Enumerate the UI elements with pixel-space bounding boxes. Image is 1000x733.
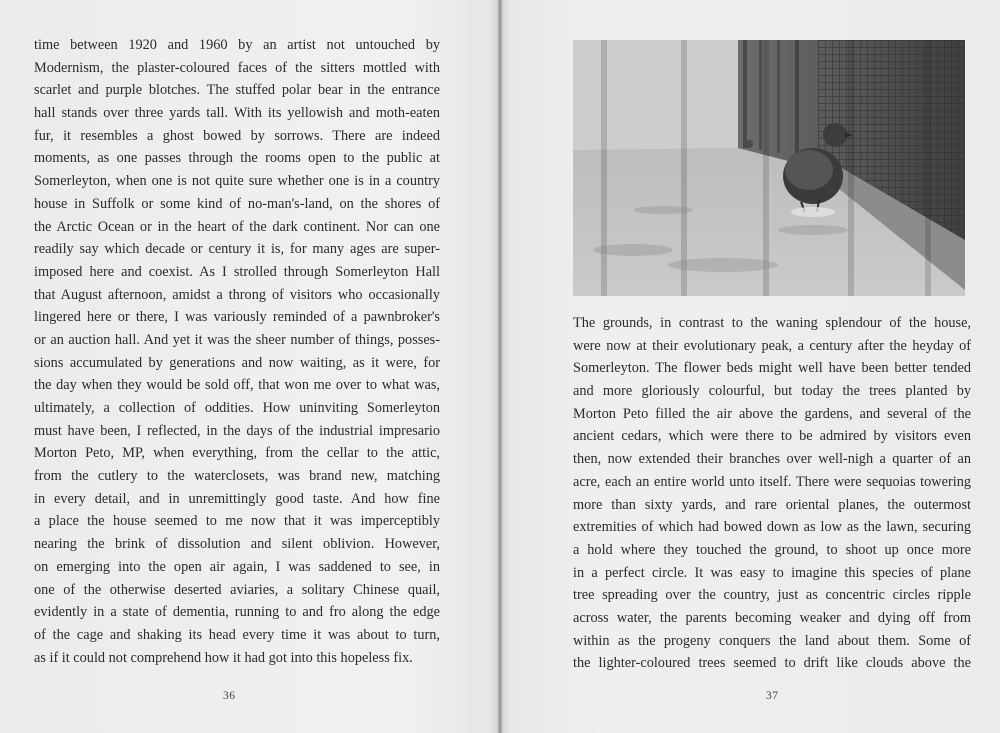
text-line: Morton Peto, MP, when everything, from the cellar to the attic, <box>34 445 440 462</box>
text-line: lingered here or there, I was variously reminded of a pawnbroker's <box>34 309 440 326</box>
text-line: on emerging into the open air again, I was saddened to see, in <box>34 558 440 575</box>
text-line: a place the house seemed to me now that it was imperceptibly <box>34 513 440 530</box>
text-line: one of the otherwise deserted aviaries, a solitary Chinese quail, <box>34 581 440 598</box>
text-line: the Arctic Ocean or in the heart of the dark continent. Nor can one <box>34 218 440 235</box>
text-line: evidently in a state of dementia, running to and fro along the edge <box>34 604 440 621</box>
text-line: readily say which decade or century it is, for many ages are super- <box>34 241 440 258</box>
text-line: ancient cedars, which were there to be admired by visitors even <box>573 428 971 445</box>
text-line: acre, each an entire world unto itself. There were sequoias towering <box>573 473 971 490</box>
text-line: the day when they would be sold off, that won me over to what was, <box>34 377 440 394</box>
text-line: in a perfect circle. It was easy to imagine this species of plane <box>573 564 971 581</box>
photo-illustration <box>573 40 965 296</box>
text-line: within as the progeny conquers the land about them. Some of <box>573 632 971 649</box>
text-line: that August afternoon, amidst a throng of visitors who occasionally <box>34 286 440 303</box>
text-line: were now at their evolutionary peak, a century after the heyday of <box>573 337 971 354</box>
text-line: Somerleyton. The flower beds might well have been better tended <box>573 360 971 377</box>
text-line: or an auction hall. And yet it was the sheer number of things, posses- <box>34 331 440 348</box>
text-line: the lighter-coloured trees seemed to drift like clouds above the <box>573 655 971 672</box>
text-line: hall stands over three yards tall. With its yellowish and moth-eaten <box>34 105 440 122</box>
text-line: tree spreading over the country, just as concentric circles ripple <box>573 587 971 604</box>
text-line: fur, it resembles a ghost bowed by sorrows. There are indeed <box>34 127 440 144</box>
text-line: scarlet and purple blotches. The stuffed polar bear in the entrance <box>34 82 440 99</box>
text-line: moments, as one passes through the rooms open to the public at <box>34 150 440 167</box>
page-number-right: 37 <box>766 690 779 702</box>
quail-in-aviary-photo <box>573 40 965 296</box>
text-line: must have been, I reflected, in the days of the industrial impresario <box>34 422 440 439</box>
text-line: of the cage and shaking its head every time it was about to turn, <box>34 626 440 643</box>
text-line: house in Suffolk or some kind of no-man's-land, on the shores of <box>34 195 440 212</box>
text-line: The grounds, in contrast to the waning splendour of the house, <box>573 315 971 331</box>
text-line: nearing the brink of dissolution and silent oblivion. However, <box>34 536 440 553</box>
text-line: Morton Peto filled the air above the gardens, and several of the <box>573 405 971 422</box>
left-page-body <box>34 34 440 669</box>
text-line: sions accumulated by generations and now waiting, as it were, for <box>34 354 440 371</box>
text-line: then, now extended their branches over well-nigh a quarter of an <box>573 451 971 468</box>
text-line: and more gloriously colourful, but today the trees planted by <box>573 383 971 400</box>
text-line: ultimately, a collection of oddities. How uninviting Somerleyton <box>34 400 440 416</box>
page-number-left: 36 <box>223 690 236 702</box>
text-line: imposed here and coexist. As I strolled through Somerleyton Hall <box>34 263 440 280</box>
text-line: as if it could not comprehend how it had got into this hopeless fix. <box>34 649 413 666</box>
text-line: a hold where they touched the ground, to shoot up once more <box>573 541 971 558</box>
text-line: in every detail, and in unremittingly good taste. And how fine <box>34 490 440 507</box>
text-line: time between 1920 and 1960 by an artist not untouched by <box>34 37 440 53</box>
text-line: from the cutlery to the waterclosets, was brand new, matching <box>34 468 440 485</box>
text-line: Modernism, the plaster-coloured faces of the sitters mottled with <box>34 59 440 76</box>
book-gutter <box>497 0 503 733</box>
text-line: Somerleyton, when one is not quite sure whether one is in a country <box>34 173 440 190</box>
text-line: across water, the parents becoming weaker and dying off from <box>573 609 971 626</box>
text-line: extremities of which had bowed down as low as the lawn, securing <box>573 519 971 536</box>
text-line: more than sixty yards, and rare oriental planes, the outermost <box>573 496 971 513</box>
right-page-body <box>573 312 971 675</box>
